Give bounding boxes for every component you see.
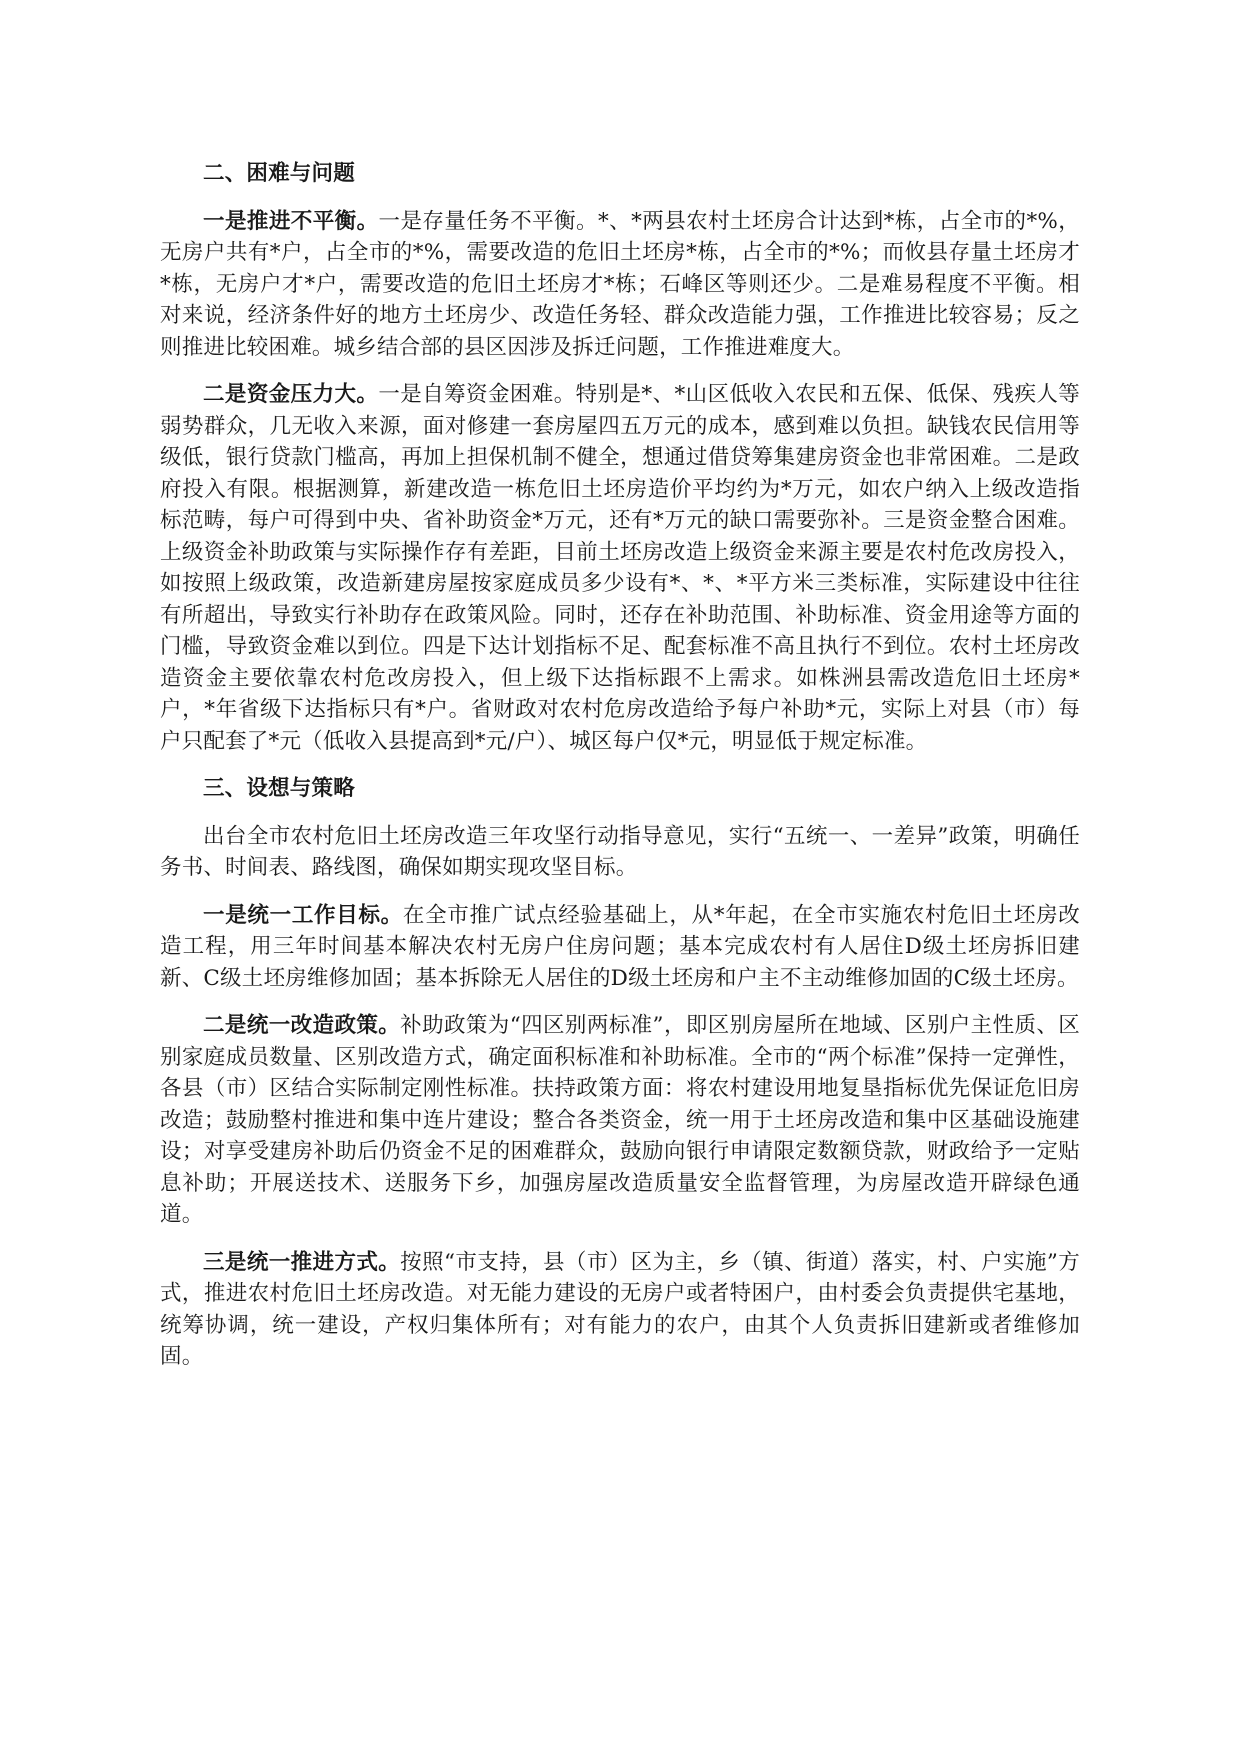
paragraph-text: 一是自筹资金困难。特别是*、*山区低收入农民和五保、低保、残疾人等弱势群众，几无收入来源，面对修建一套房屋四五万元的成本，感到难以负担。缺钱农民信用等级低，银行贷款门槛高，再加上担保机制不健全，想通过借贷筹集建房资金也非常困难。二是政府投入有限。根据测算，新建改造一栋危旧土坯房造价平均约为*万元，如农户纳入上级改造指标范畴，每户可得到中央、省补助资金*万元，还有*万元的缺口需要弥补。三是资金整合困难。上级资金补助政策与实际操作存有差距，目前土坯房改造上级资金来源主要是农村危改房投入，如按照上级政策，改造新建房屋按家庭成员多少设有*、*、*平方米三类标准，实际建设中往往有所超出，导致实行补助存在政策风险。同时，还存在补助范围、补助标准、资金用途等方面的门槛，导致资金难以到位。四是下达计划指标不足、配套标准不高且执行不到位。农村土坯房改造资金主要依靠农村危改房投入，但上级下达指标跟不上需求。如株洲县需改造危旧土坯房*户，*年省级下达指标只有*户。省财政对农村危房改造给予每户补助*元，实际上对县（市）每户只配套了*元（低收入县提高到*元/户）、城区每户仅*元，明显低于规定标准。 xyxy=(160,382,1080,754)
paragraph-unified-policy xyxy=(160,1010,1080,1231)
paragraph-unified-goal xyxy=(160,900,1080,995)
document-page xyxy=(160,158,1080,1389)
paragraph-lead: 二是资金压力大。 xyxy=(203,382,379,407)
paragraph-lead: 一是推进不平衡。 xyxy=(203,208,379,234)
paragraph-unified-approach xyxy=(160,1247,1080,1373)
paragraph-text: 一是存量任务不平衡。*、*两县农村土坯房合计达到*栋，占全市的*%，无房户共有*户，占全市的*%，需要改造的危旧土坯房*栋，占全市的*%；而攸县存量土坯房才*栋，无房户才*户，需要改造的危旧土坯房才*栋；石峰区等则还少。二是难易程度不平衡。相对来说，经济条件好的地方土坯房少、改造任务轻、群众改造能力强，工作推进比较容易；反之则推进比较困难。城乡结合部的县区因涉及拆迁问题，工作推进难度大。 xyxy=(160,208,1081,360)
paragraph-text: 补助政策为“四区别两标准”，即区别房屋所在地域、区别户主性质、区别家庭成员数量、区别改造方式，确定面积标准和补助标准。全市的“两个标准”保持一定弹性，各县（市）区结合实际制定刚性标准。扶持政策方面：将农村建设用地复垦指标优先保证危旧房改造；鼓励整村推进和集中连片建设；整合各类资金，统一用于土坯房改造和集中区基础设施建设；对享受建房补助后仍资金不足的困难群众，鼓励向银行申请限定数额贷款，财政给予一定贴息补助；开展送技术、送服务下乡，加强房屋改造质量安全监督管理，为房屋改造开辟绿色通道。 xyxy=(160,1013,1080,1227)
paragraph-text: 出台全市农村危旧土坯房改造三年攻坚行动指导意见，实行“五统一、一差异”政策，明确任务书、时间表、路线图，确保如期实现攻坚目标。 xyxy=(160,823,1080,880)
paragraph-text: 在全市推广试点经验基础上，从*年起，在全市实施农村危旧土坯房改造工程，用三年时间基本解决农村无房户住房问题；基本完成农村有人居住D级土坯房拆旧建新、C级土坯房维修加固；基本拆除无人居住的D级土坯房和户主不主动维修加固的C级土坯房。 xyxy=(160,902,1080,991)
paragraph-lead: 一是统一工作目标。 xyxy=(203,902,403,928)
paragraph-lead: 二是统一改造政策。 xyxy=(203,1013,401,1038)
paragraph-text: 按照“市支持，县（市）区为主，乡（镇、街道）落实，村、户实施”方式，推进农村危旧土坯房改造。对无能力建设的无房户或者特困户，由村委会负责提供宅基地，统筹协调，统一建设，产权归集体所有；对有能力的农户，由其个人负责拆旧建新或者维修加固。 xyxy=(160,1249,1080,1369)
paragraph-funding-pressure xyxy=(160,379,1080,757)
paragraph-uneven-progress xyxy=(160,206,1080,364)
section-heading-strategies: 三、设想与策略 xyxy=(203,776,355,801)
paragraph-intro xyxy=(160,821,1080,884)
paragraph-lead: 三是统一推进方式。 xyxy=(203,1249,401,1275)
section-heading-difficulties: 二、困难与问题 xyxy=(203,161,355,186)
